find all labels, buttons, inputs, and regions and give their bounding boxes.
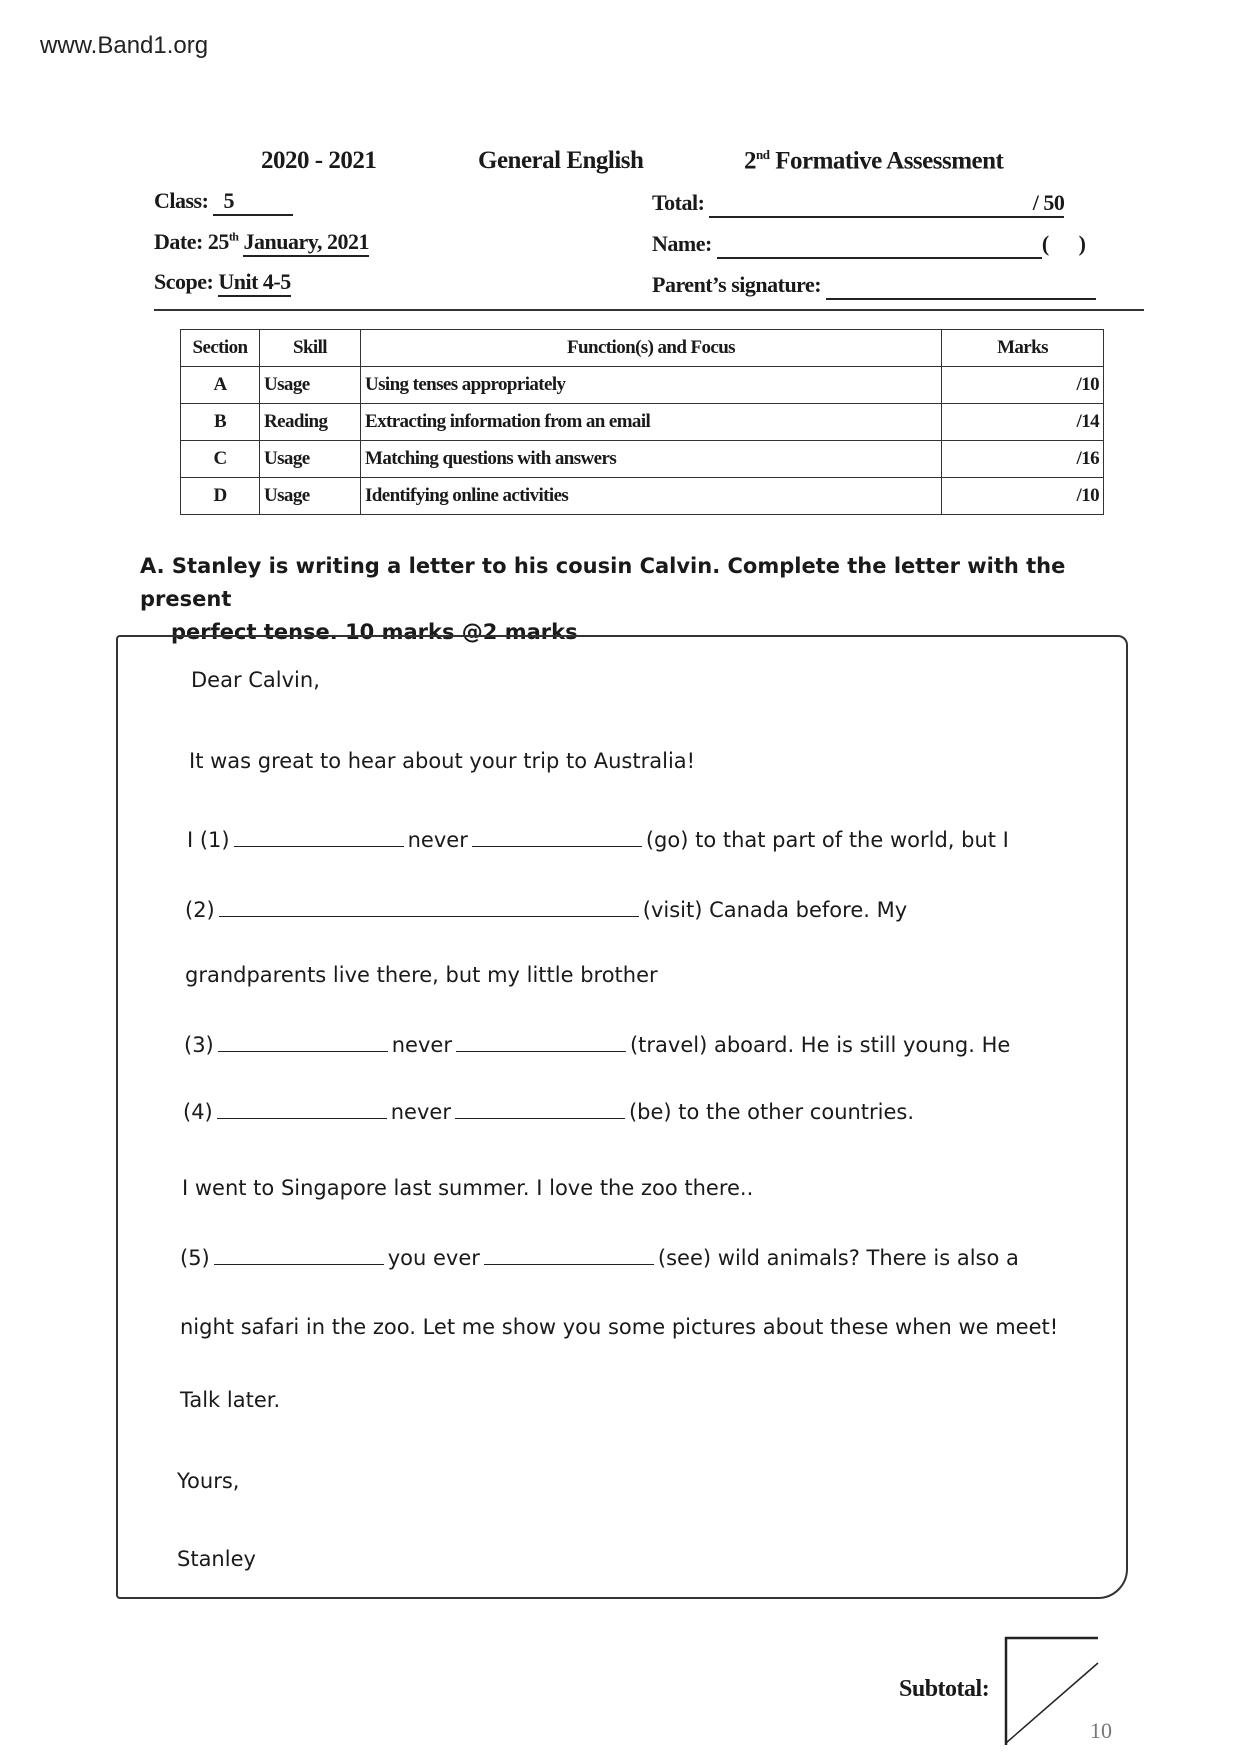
cell-focus: Extracting information from an email xyxy=(361,404,942,441)
school-year: 2020 - 2021 xyxy=(261,147,377,174)
q1-number: I (1) xyxy=(187,828,230,852)
question-5 xyxy=(180,1246,1019,1270)
q1-blank-1[interactable] xyxy=(234,845,404,847)
q3-text: (travel) aboard. He is still young. He xyxy=(629,1033,1011,1057)
q5-blank-1[interactable] xyxy=(214,1263,384,1265)
header-divider xyxy=(154,309,1144,311)
cell-section: B xyxy=(181,404,260,441)
assessment-text: Formative Assessment xyxy=(775,147,1004,175)
q2-text: (visit) Canada before. My xyxy=(642,898,908,922)
table-row xyxy=(181,404,1104,441)
q4-word: never xyxy=(390,1100,451,1124)
assessment-sup: nd xyxy=(756,147,770,162)
q3-number: (3) xyxy=(184,1033,214,1057)
date-day: 25 xyxy=(207,229,229,254)
cell-focus: Matching questions with answers xyxy=(361,441,942,478)
q2-number: (2) xyxy=(185,898,215,922)
letter-singapore: I went to Singapore last summer. I love the zoo there.. xyxy=(182,1176,754,1200)
scope-label: Scope: xyxy=(154,269,214,294)
q5-word: you ever xyxy=(387,1246,480,1270)
name-field xyxy=(652,231,1085,259)
section-a-line2: perfect tense. 10 marks @2 marks xyxy=(171,620,578,644)
total-field xyxy=(652,190,1064,218)
header-skill: Skill xyxy=(260,330,361,367)
letter-signature: Stanley xyxy=(177,1547,256,1571)
class-number-paren: ( ) xyxy=(1041,231,1086,256)
parent-signature-input[interactable] xyxy=(826,272,1096,300)
letter-greeting: Dear Calvin, xyxy=(191,668,320,692)
cell-section: A xyxy=(181,367,260,404)
assessment-title xyxy=(744,147,1003,175)
question-4 xyxy=(183,1100,914,1124)
cell-marks: /16 xyxy=(942,441,1104,478)
name-input[interactable] xyxy=(717,231,1042,259)
table-row xyxy=(181,367,1104,404)
scope-field xyxy=(154,269,291,297)
cell-skill: Reading xyxy=(260,404,361,441)
subject-title: General English xyxy=(478,147,644,174)
table-header-row xyxy=(181,330,1104,367)
cell-skill: Usage xyxy=(260,367,361,404)
scope-value: Unit 4-5 xyxy=(218,269,290,297)
subtotal-max-mark: 10 xyxy=(1090,1718,1112,1743)
date-value: January, 2021 xyxy=(243,229,369,257)
q1-word: never xyxy=(407,828,468,852)
letter-middle: grandparents live there, but my little brother xyxy=(185,963,658,987)
cell-section: D xyxy=(181,478,260,515)
table-row xyxy=(181,478,1104,515)
cell-skill: Usage xyxy=(260,478,361,515)
header-section: Section xyxy=(181,330,260,367)
subtotal-label: Subtotal: xyxy=(899,1676,990,1702)
q4-blank-2[interactable] xyxy=(455,1117,625,1119)
question-2 xyxy=(185,898,907,922)
parent-signature-field xyxy=(652,272,1096,300)
cell-focus: Using tenses appropriately xyxy=(361,367,942,404)
class-field xyxy=(154,188,293,216)
header-marks: Marks xyxy=(942,330,1104,367)
letter-closing: Talk later. xyxy=(180,1388,281,1412)
watermark-url: www.Band1.org xyxy=(40,32,209,59)
class-label: Class: xyxy=(154,188,209,213)
section-a-line1: A. Stanley is writing a letter to his cousin Calvin. Complete the letter with the present xyxy=(140,554,1066,611)
date-field xyxy=(154,229,369,257)
q4-text: (be) to the other countries. xyxy=(628,1100,915,1124)
cell-skill: Usage xyxy=(260,441,361,478)
cell-focus: Identifying online activities xyxy=(361,478,942,515)
cell-marks: /10 xyxy=(942,367,1104,404)
assessment-num: 2 xyxy=(744,147,756,175)
assessment-sections-table xyxy=(180,329,1104,515)
q4-blank-1[interactable] xyxy=(217,1117,387,1119)
cell-section: C xyxy=(181,441,260,478)
class-value: 5 xyxy=(213,188,293,216)
total-label: Total: xyxy=(652,190,705,215)
question-3 xyxy=(184,1033,1010,1057)
letter-signoff: Yours, xyxy=(177,1469,240,1493)
q4-number: (4) xyxy=(183,1100,213,1124)
date-sup: th xyxy=(228,229,239,244)
subtotal-box[interactable] xyxy=(1003,1635,1103,1745)
total-value[interactable]: / 50 xyxy=(709,190,1064,218)
cell-marks: /14 xyxy=(942,404,1104,441)
letter-intro: It was great to hear about your trip to Australia! xyxy=(189,749,696,773)
q1-text: (go) to that part of the world, but I xyxy=(645,828,1009,852)
q5-number: (5) xyxy=(180,1246,210,1270)
q3-blank-1[interactable] xyxy=(218,1050,388,1052)
question-1 xyxy=(187,828,1009,852)
q5-blank-2[interactable] xyxy=(484,1263,654,1265)
letter-night-safari: night safari in the zoo. Let me show you some pictures about these when we meet! xyxy=(180,1315,1059,1339)
table-row xyxy=(181,441,1104,478)
q3-word: never xyxy=(391,1033,452,1057)
q1-blank-2[interactable] xyxy=(472,845,642,847)
header-focus: Function(s) and Focus xyxy=(361,330,942,367)
q2-blank[interactable] xyxy=(219,915,639,917)
q3-blank-2[interactable] xyxy=(456,1050,626,1052)
parent-signature-label: Parent’s signature: xyxy=(652,272,822,297)
q5-text: (see) wild animals? There is also a xyxy=(657,1246,1019,1270)
cell-marks: /10 xyxy=(942,478,1104,515)
name-label: Name: xyxy=(652,231,712,256)
date-label: Date: xyxy=(154,229,203,254)
